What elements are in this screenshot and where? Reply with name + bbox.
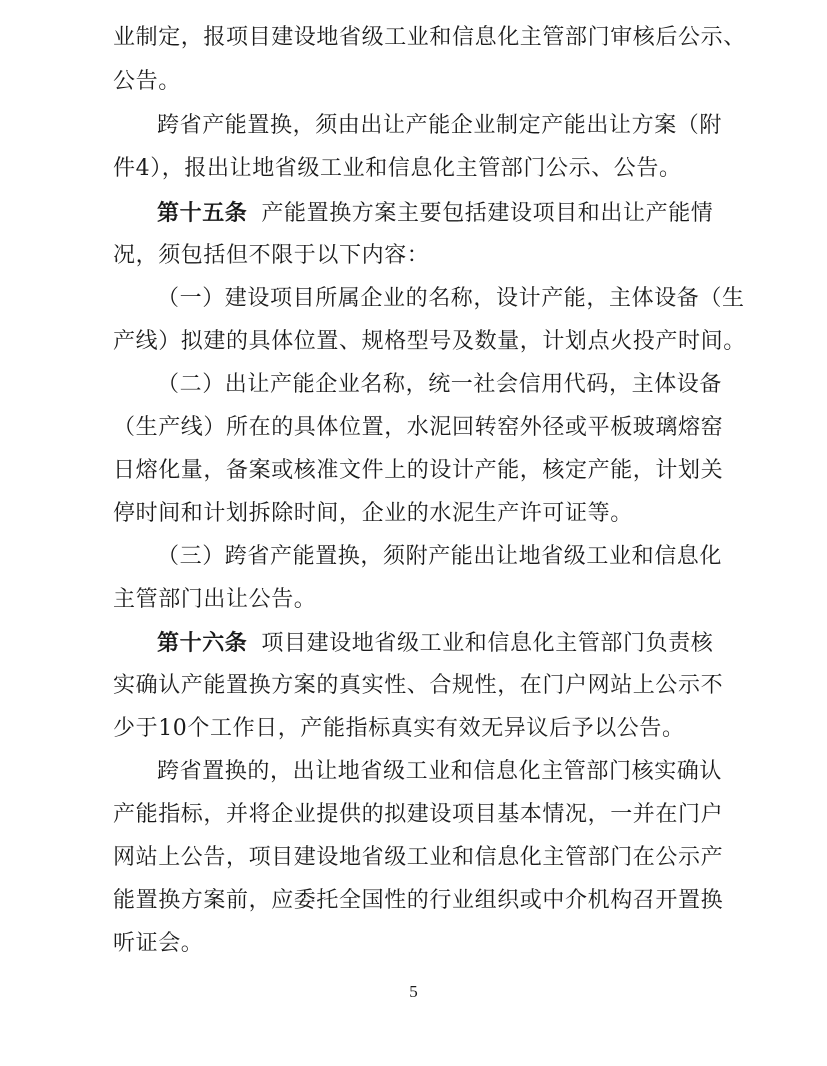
- text-line: 产线）拟建的具体位置、规格型号及数量，计划点火投产时间。: [113, 329, 746, 354]
- article-16-text: 项目建设地省级工业和信息化主管部门负责核: [261, 631, 714, 656]
- text-line: 产能指标，并将企业提供的拟建设项目基本情况，一并在门户: [113, 802, 724, 827]
- text-line: 况，须包括但不限于以下内容：: [113, 243, 430, 268]
- article-15-line: [157, 198, 723, 228]
- text-line: 听证会。: [113, 931, 204, 956]
- text-line: （一）建设项目所属企业的名称，设计产能，主体设备（生: [157, 286, 745, 311]
- text-line: 网站上公告，项目建设地省级工业和信息化主管部门在公示产: [113, 845, 724, 870]
- text-line: 少于10个工作日，产能指标真实有效无异议后予以公告。: [113, 716, 685, 741]
- text-line: 件4），报出让地省级工业和信息化主管部门公示、公告。: [113, 156, 682, 181]
- text-line: 公告。: [113, 69, 181, 94]
- text-line: （三）跨省产能置换，须附产能出让地省级工业和信息化: [157, 544, 723, 569]
- text-line: （生产线）所在的具体位置，水泥回转窑外径或平板玻璃熔窑: [113, 415, 724, 440]
- text-line: （二）出让产能企业名称，统一社会信用代码，主体设备: [157, 372, 723, 397]
- text-line: 实确认产能置换方案的真实性、合规性，在门户网站上公示不: [113, 673, 724, 698]
- text-line: 日熔化量，备案或核准文件上的设计产能，核定产能，计划关: [113, 458, 724, 483]
- article-16-heading: 第十六条: [157, 630, 248, 656]
- article-16-line: [157, 628, 723, 658]
- article-15-text: 产能置换方案主要包括建设项目和出让产能情: [261, 201, 714, 226]
- text-line: 跨省置换的，出让地省级工业和信息化主管部门核实确认: [157, 759, 723, 784]
- text-line: 业制定，报项目建设地省级工业和信息化主管部门审核后公示、: [113, 25, 746, 50]
- text-line: 能置换方案前，应委托全国性的行业组织或中介机构召开置换: [113, 888, 724, 913]
- page-number: 5: [409, 982, 418, 1001]
- text-line: 跨省产能置换，须由出让产能企业制定产能出让方案（附: [157, 113, 723, 138]
- article-15-heading: 第十五条: [157, 200, 248, 226]
- text-line: 主管部门出让公告。: [113, 587, 317, 612]
- text-line: 停时间和计划拆除时间，企业的水泥生产许可证等。: [113, 501, 633, 526]
